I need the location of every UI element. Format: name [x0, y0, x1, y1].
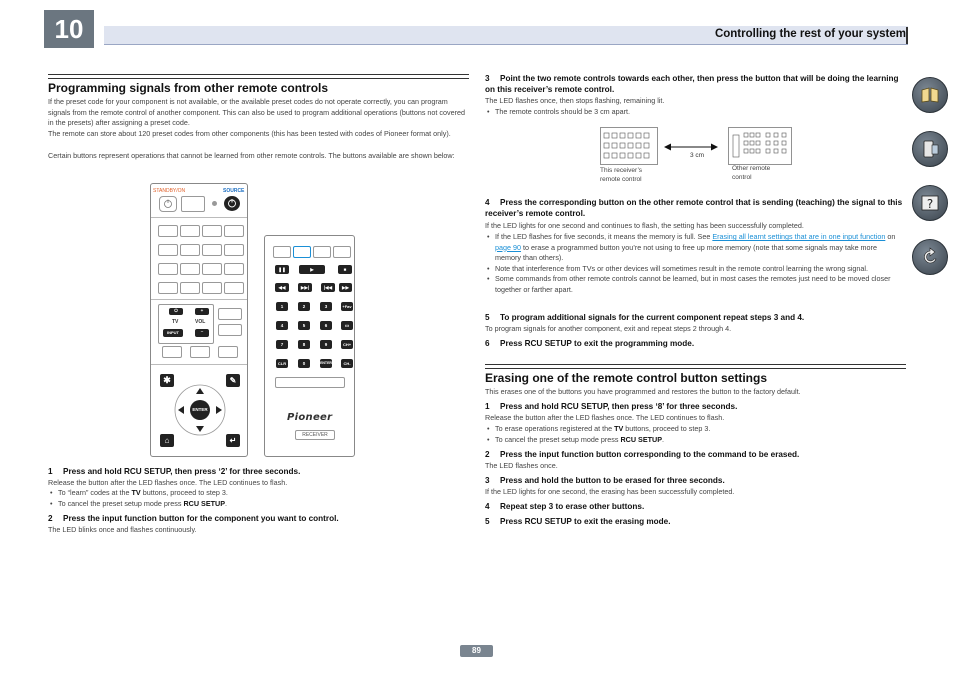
home-menu-button: ✱: [160, 374, 174, 387]
step-4-title: 4 Press the corresponding button on the other remote control that is sending (teaching) the signal to this receiver’s remote control.: [485, 198, 903, 218]
step-4-bullets: [485, 232, 903, 296]
bullet-item: • To “learn” codes at the TV buttons, proceed to step 3.: [48, 488, 468, 499]
remote-icon[interactable]: [912, 131, 948, 167]
stop-icon: ■: [338, 265, 352, 274]
header-title: Controlling the rest of your system: [714, 28, 906, 40]
step-1-title: 1 Press and hold RCU SETUP, then press ‘2’ for three seconds.: [48, 467, 301, 476]
section-heading: Erasing one of the remote control button settings: [485, 371, 768, 385]
step-3-text: The LED flashes once, then stops flashing, remaining lit.: [485, 96, 665, 105]
bullet-item: • To cancel the preset setup mode press RCU SETUP.: [485, 435, 903, 446]
erasing-all-link[interactable]: Erasing all learnt settings that are in one input function: [712, 232, 886, 241]
play-icon: ▶: [299, 265, 325, 274]
key-4: 4: [276, 321, 288, 330]
distance-label: 3 cm: [690, 152, 705, 159]
section-rule: [48, 74, 469, 79]
vol-label: VOL: [195, 319, 206, 325]
page-90-link[interactable]: page 90: [495, 242, 521, 252]
step-5-text: To program signals for another component, exit and repeat steps 2 through 4.: [485, 324, 732, 333]
double-arrow-icon: [664, 142, 718, 152]
display-icon: ▭: [341, 321, 353, 330]
key-1: 1: [276, 302, 288, 311]
standby-label: STANDBY/ON: [153, 188, 186, 194]
pause-icon: ❚❚: [275, 265, 289, 274]
key-clr: CLR: [277, 361, 287, 366]
step-6-title: 6 Press RCU SETUP to exit the programming mode.: [485, 339, 695, 348]
step-1-text: Release the button after the LED flashes once. The LED continues to flash.: [48, 478, 288, 487]
header-marker: [906, 27, 908, 44]
bullet-item: • Some commands from other remote controls cannot be learned, but in most cases the remotes just need to be moved closer together or farther apart.: [485, 274, 903, 295]
key-enter: ENTER: [320, 359, 332, 368]
erase-intro: This erases one of the buttons you have programmed and restores the button to the factory default.: [485, 387, 801, 396]
remote-main-illustration: [150, 183, 248, 457]
section-heading: Programming signals from other remote controls: [48, 81, 329, 95]
bullet-item: • To cancel the preset setup mode press RCU SETUP.: [48, 499, 468, 510]
intro-paragraph-1: If the preset code for your component is not available, or the available preset codes do not operate correctly, you can program signals from the remote control of another component. This can also be used to program additional operations (buttons not covered in the presets) after assigning a preset code.: [48, 97, 465, 128]
erase-step-3-title: 3 Press and hold the button to be erased for three seconds.: [485, 476, 725, 485]
standby-button: [159, 196, 177, 212]
receiver-button: RECEIVER: [295, 430, 335, 440]
erase-step-2-title: 2 Press the input function button corresponding to the command to be erased.: [485, 450, 800, 459]
page-number: 89: [460, 645, 493, 657]
other-remote-caption: Other remote control: [732, 165, 771, 181]
step-2-title: 2 Press the input function button for the component you want to control.: [48, 514, 339, 523]
other-remote-drawing: [728, 127, 792, 165]
section-rule: [485, 364, 906, 369]
intro-paragraph-3: Certain buttons represent operations that cannot be learned from other remote controls. The buttons available are shown below:: [48, 151, 455, 160]
bullet-item: • The remote controls should be 3 cm apart.: [485, 107, 903, 118]
vol-down-button: –: [195, 329, 209, 337]
erase-step-3-text: If the LED lights for one second, the erasing has been successfully completed.: [485, 487, 735, 496]
next-icon: |◀◀: [321, 283, 335, 292]
vol-up-button: +: [195, 308, 209, 315]
receiver-remote-caption: This receiver’s remote control: [600, 167, 643, 183]
key-ch-down: CH-: [341, 359, 353, 368]
remote-second-illustration: [264, 235, 355, 457]
key-0: 0: [298, 359, 310, 368]
key-9: 9: [320, 340, 332, 349]
faq-icon[interactable]: [912, 185, 948, 221]
distance-diagram: [598, 122, 798, 186]
input-button: INPUT: [163, 329, 183, 337]
key-5: 5: [298, 321, 310, 330]
step-1-bullets: [48, 488, 468, 509]
key-6: 6: [320, 321, 332, 330]
power-icon: [160, 197, 176, 211]
key-3: 3: [320, 302, 332, 311]
bullet-item: • If the LED flashes for five seconds, it means the memory is full. See Erasing all learnt settings that are in one input function on page 90 to erase a programmed button you’re not using to free up more memory (note that some signals may take more memory than others).: [485, 232, 903, 264]
step-2-text: The LED blinks once and flashes continuously.: [48, 525, 197, 534]
tv-label: TV: [172, 319, 179, 325]
return-icon: ↵: [226, 434, 240, 447]
blank-button: [181, 196, 205, 212]
source-label: SOURCE: [223, 188, 245, 194]
tv-control-block: [158, 304, 214, 344]
previous-icon: ▶▶|: [298, 283, 312, 292]
key-ch-up: CH+: [342, 342, 352, 347]
tv-power-button: ⏻: [169, 308, 183, 315]
receiver-remote-drawing: [600, 127, 658, 165]
power-icon: [224, 196, 240, 211]
key-2: 2: [298, 302, 310, 311]
fast-forward-icon: ▶▶: [339, 283, 352, 292]
step-3-title: 3 Point the two remote controls towards each other, then press the button that will be doing the learning on this receiver’s remote control.: [485, 74, 899, 94]
intro-paragraph-2: The remote can store about 120 preset codes from other components (this has been tested with codes of Pioneer format only).: [48, 129, 451, 138]
back-icon[interactable]: [912, 239, 948, 275]
step-number: 1: [48, 467, 53, 476]
svg-text:?: ?: [926, 197, 934, 211]
erase-step-1-text: Release the button after the LED flashes once. The LED continues to flash.: [485, 413, 725, 422]
brand-logo: Pioneer: [287, 412, 333, 423]
source-button: [224, 196, 240, 211]
key-fav: +Fav: [342, 304, 352, 309]
rewind-icon: ◀◀: [275, 283, 289, 292]
key-7: 7: [276, 340, 288, 349]
step-5-title: 5 To program additional signals for the current component repeat steps 3 and 4.: [485, 313, 805, 322]
manual-icon[interactable]: [912, 77, 948, 113]
erase-step-1-bullets: [485, 424, 903, 445]
step-3-bullets: [485, 107, 903, 118]
led-indicator: [212, 201, 217, 206]
key-8: 8: [298, 340, 310, 349]
chapter-number: 10: [44, 10, 94, 48]
step-4-text: If the LED lights for one second and continues to flash, the setting has been successfully completed.: [485, 221, 804, 230]
bullet-item: • To erase operations registered at the TV buttons, proceed to step 3.: [485, 424, 903, 435]
tools-button: ✎: [226, 374, 240, 387]
erase-step-1-title: 1 Press and hold RCU SETUP, then press ‘8’ for three seconds.: [485, 402, 738, 411]
erase-step-2-text: The LED flashes once.: [485, 461, 558, 470]
home-icon: ⌂: [160, 434, 174, 447]
enter-label: ENTER: [192, 407, 208, 412]
erase-step-4-title: 4 Repeat step 3 to erase other buttons.: [485, 502, 645, 511]
erase-step-5-title: 5 Press RCU SETUP to exit the erasing mode.: [485, 517, 671, 526]
bullet-item: • Note that interference from TVs or other devices will sometimes result in the remote control learning the wrong signal.: [485, 264, 903, 275]
color-key-strip: [275, 377, 345, 388]
